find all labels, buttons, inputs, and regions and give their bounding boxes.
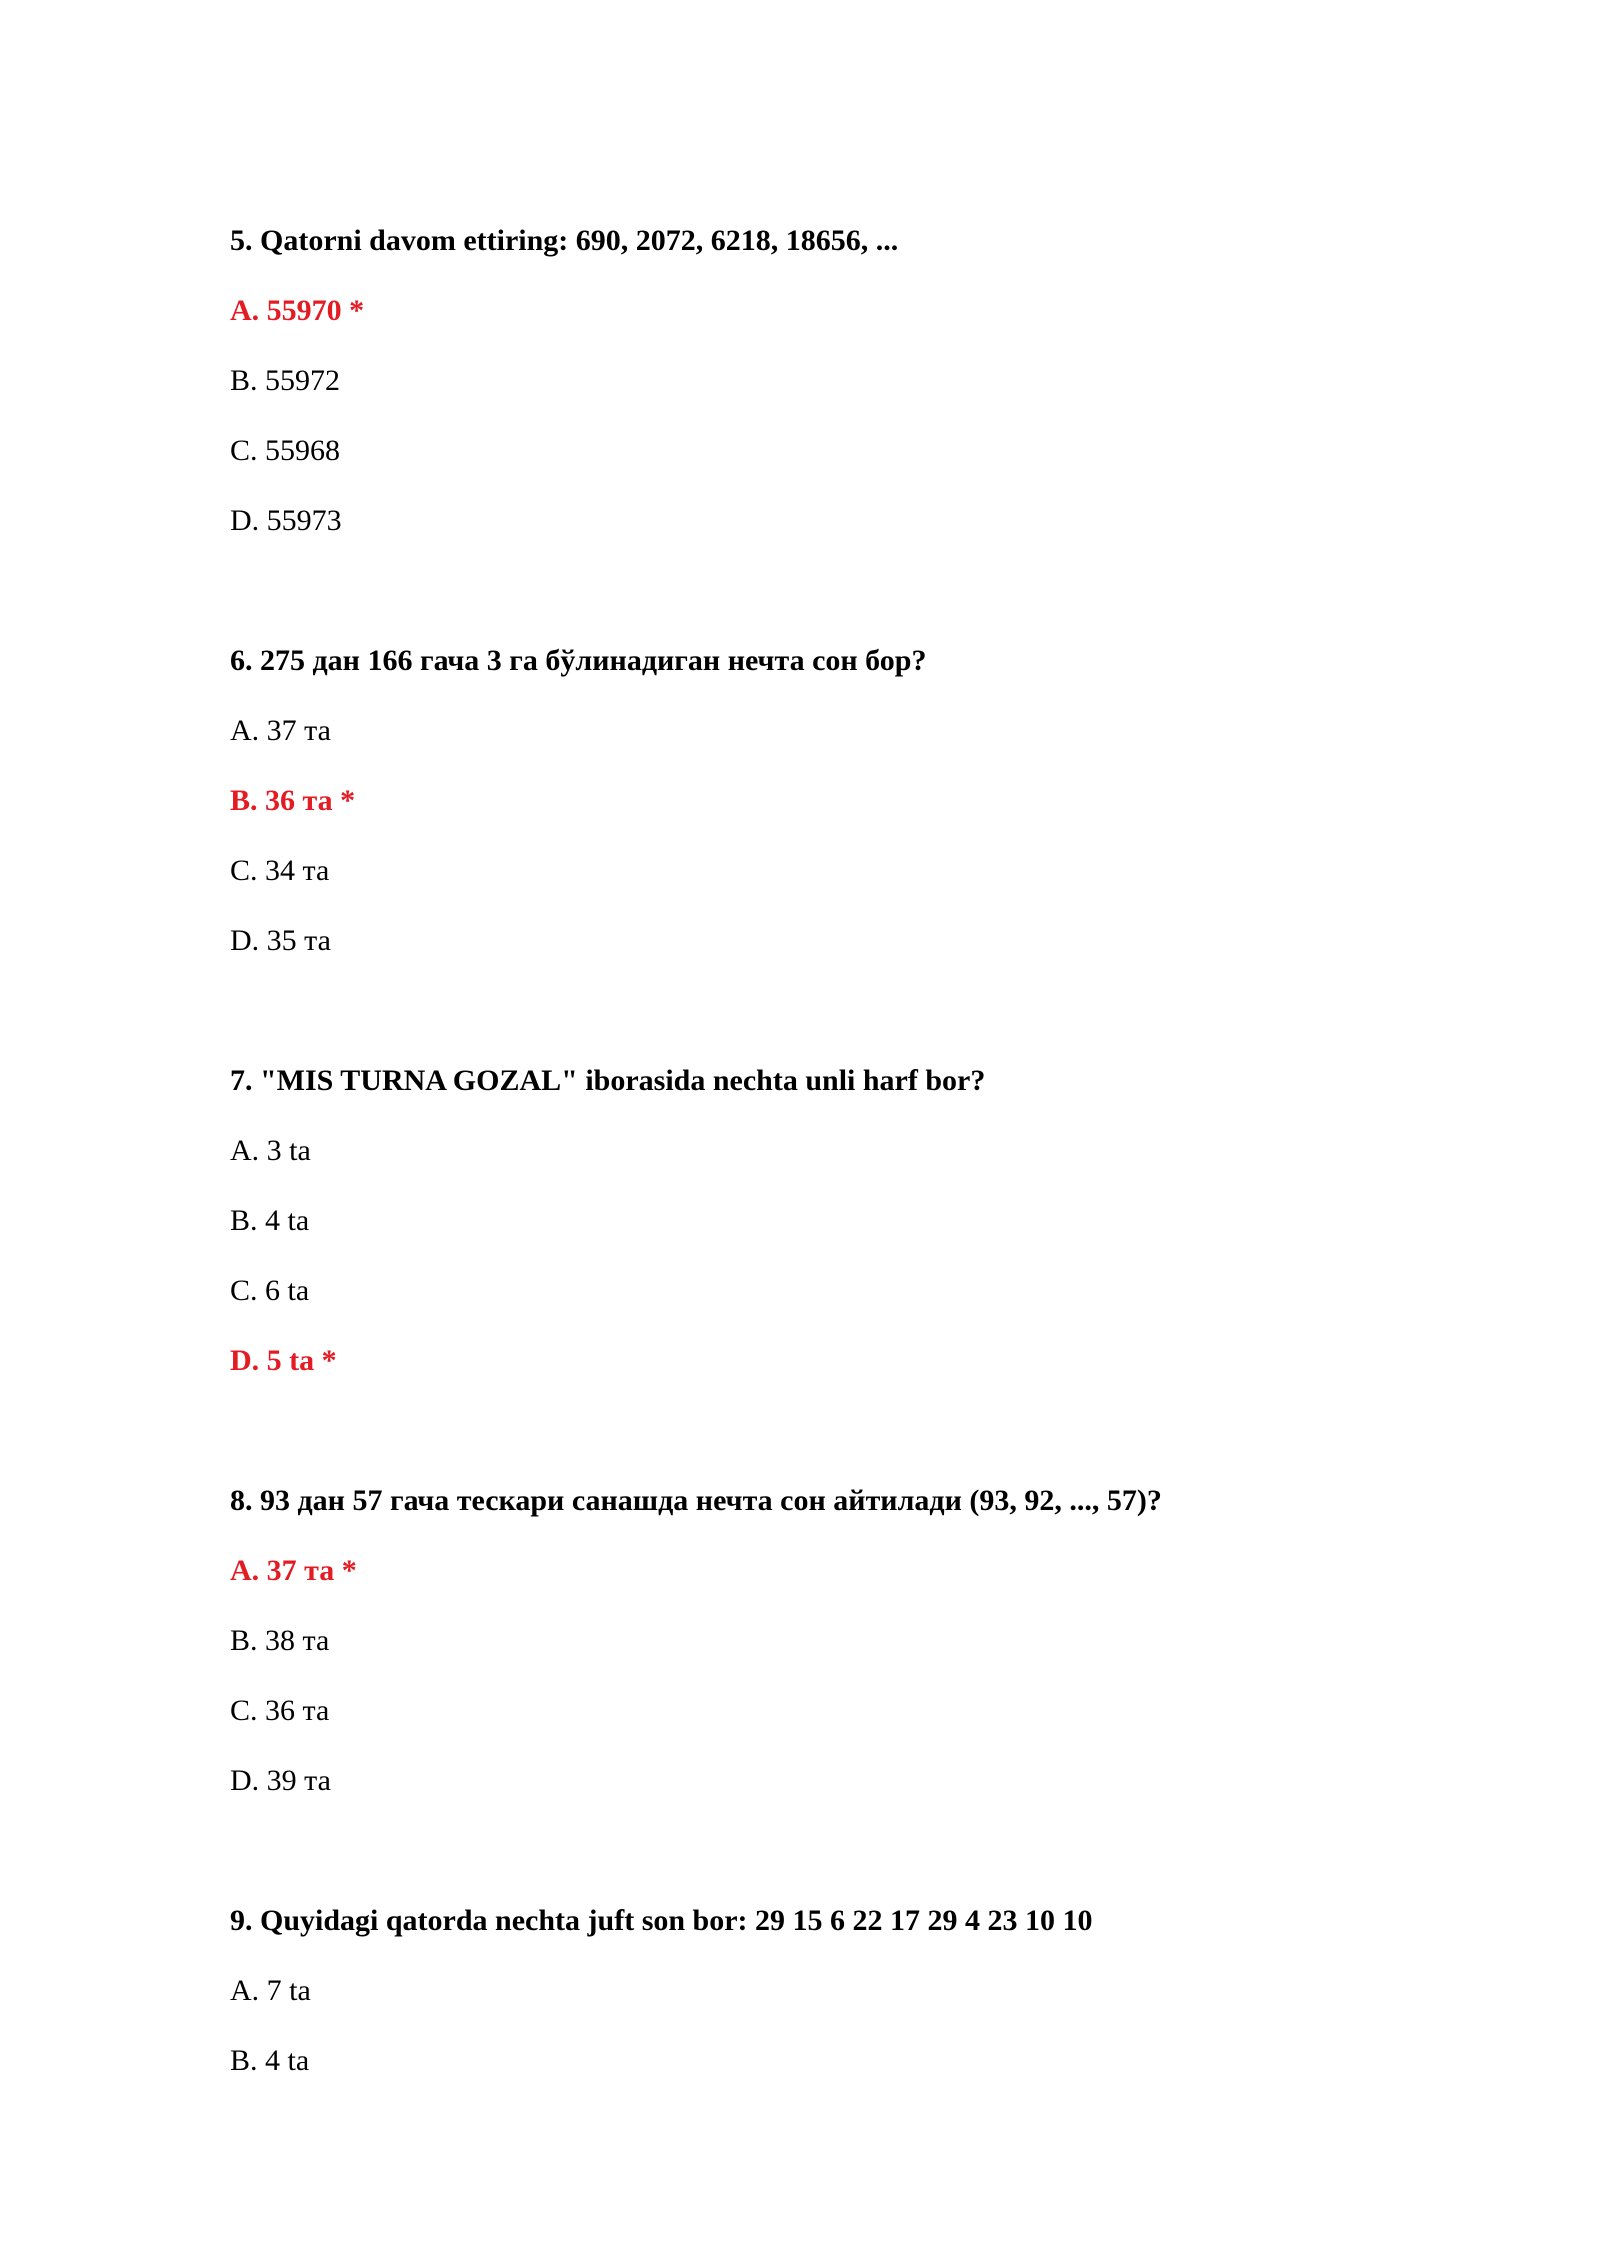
question-5: 5. Qatorni davom ettiring: 690, 2072, 6218, 18656, ... [230, 224, 899, 257]
question-5-option-d: D. 55973 [230, 504, 342, 537]
question-7-option-d: D. 5 ta * [230, 1344, 337, 1377]
question-5-option-c: C. 55968 [230, 434, 341, 467]
question-8-option-b: B. 38 та [230, 1624, 330, 1657]
question-6-option-d: D. 35 та [230, 924, 331, 957]
question-5-option-a: A. 55970 * [230, 294, 365, 327]
question-7-option-a: A. 3 ta [230, 1134, 311, 1167]
question-7: 7. "MIS TURNA GOZAL" iborasida nechta unli harf bor? [230, 1064, 986, 1097]
question-8-option-d: D. 39 та [230, 1764, 331, 1797]
question-8-option-c: C. 36 та [230, 1694, 330, 1727]
question-6: 6. 275 дан 166 гача 3 га бўлинадиган нечта сон бор? [230, 644, 927, 677]
question-7-option-c: C. 6 ta [230, 1274, 310, 1307]
question-6-option-c: C. 34 та [230, 854, 330, 887]
question-9-option-b: B. 4 ta [230, 2044, 310, 2077]
question-5-option-b: B. 55972 [230, 364, 341, 397]
question-6-option-a: A. 37 та [230, 714, 331, 747]
question-8: 8. 93 дан 57 гача тескари санашда нечта сон айтилади (93, 92, ..., 57)? [230, 1484, 1162, 1517]
question-9: 9. Quyidagi qatorda nechta juft son bor: 29 15 6 22 17 29 4 23 10 10 [230, 1904, 1093, 1937]
question-9-option-a: A. 7 ta [230, 1974, 311, 2007]
question-6-option-b: B. 36 та * [230, 784, 356, 817]
question-7-option-b: B. 4 ta [230, 1204, 310, 1237]
question-8-option-a: A. 37 та * [230, 1554, 357, 1587]
